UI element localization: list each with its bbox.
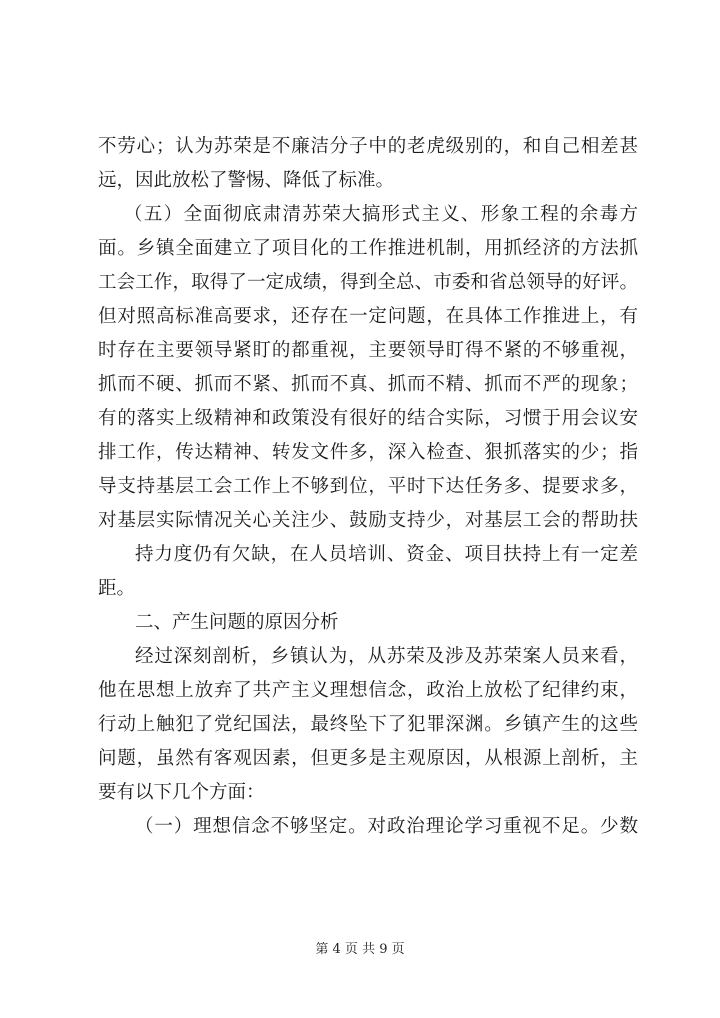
text-line: 距。 — [98, 578, 136, 599]
text-line: 他在思想上放弃了共产主义理想信念，政治上放松了纪律约束， — [98, 680, 638, 701]
section-heading-five: （五）全面彻底肃清苏荣大搞形式主义、形象工程的余毒方 — [124, 204, 638, 225]
text-line: 排工作，传达精神、转发文件多，深入检查、狠抓落实的少；指 — [98, 442, 638, 463]
text-line: 时存在主要领导紧盯的都重视，主要领导盯得不紧的不够重视， — [98, 340, 638, 361]
text-line: 持力度仍有欠缺，在人员培训、资金、项目扶持上有一定差 — [135, 544, 638, 565]
text-line: 要有以下几个方面： — [98, 782, 265, 803]
text-line: 有的落实上级精神和政策没有很好的结合实际，习惯于用会议安 — [98, 408, 638, 429]
section-heading-one: （一）理想信念不够坚定。对政治理论学习重视不足。少数 — [135, 816, 638, 837]
text-line: 不劳心；认为苏荣是不廉洁分子中的老虎级别的，和自己相差甚 — [98, 136, 638, 157]
section-heading-two: 二、产生问题的原因分析 — [135, 612, 339, 633]
text-line: 问题，虽然有客观因素，但更多是主观原因，从根源上剖析，主 — [98, 748, 638, 769]
text-line: 抓而不硬、抓而不紧、抓而不真、抓而不精、抓而不严的现象； — [98, 374, 638, 395]
text-line: 但对照高标准高要求，还存在一定问题，在具体工作推进上，有 — [98, 306, 638, 327]
text-line: 面。乡镇全面建立了项目化的工作推进机制，用抓经济的方法抓 — [98, 238, 638, 259]
text-line: 行动上触犯了党纪国法，最终坠下了犯罪深渊。乡镇产生的这些 — [98, 714, 638, 735]
text-line: 导支持基层工会工作上不够到位，平时下达任务多、提要求多， — [98, 476, 638, 497]
page-number-footer: 第 4 页 共 9 页 — [315, 942, 405, 957]
document-body — [98, 130, 638, 844]
text-line: 经过深刻剖析，乡镇认为，从苏荣及涉及苏荣案人员来看， — [135, 646, 638, 667]
text-line: 对基层实际情况关心关注少、鼓励支持少，对基层工会的帮助扶 — [98, 510, 638, 531]
text-line: 远，因此放松了警惕、降低了标准。 — [98, 170, 395, 191]
text-line: 工会工作，取得了一定成绩，得到全总、市委和省总领导的好评。 — [98, 272, 638, 293]
